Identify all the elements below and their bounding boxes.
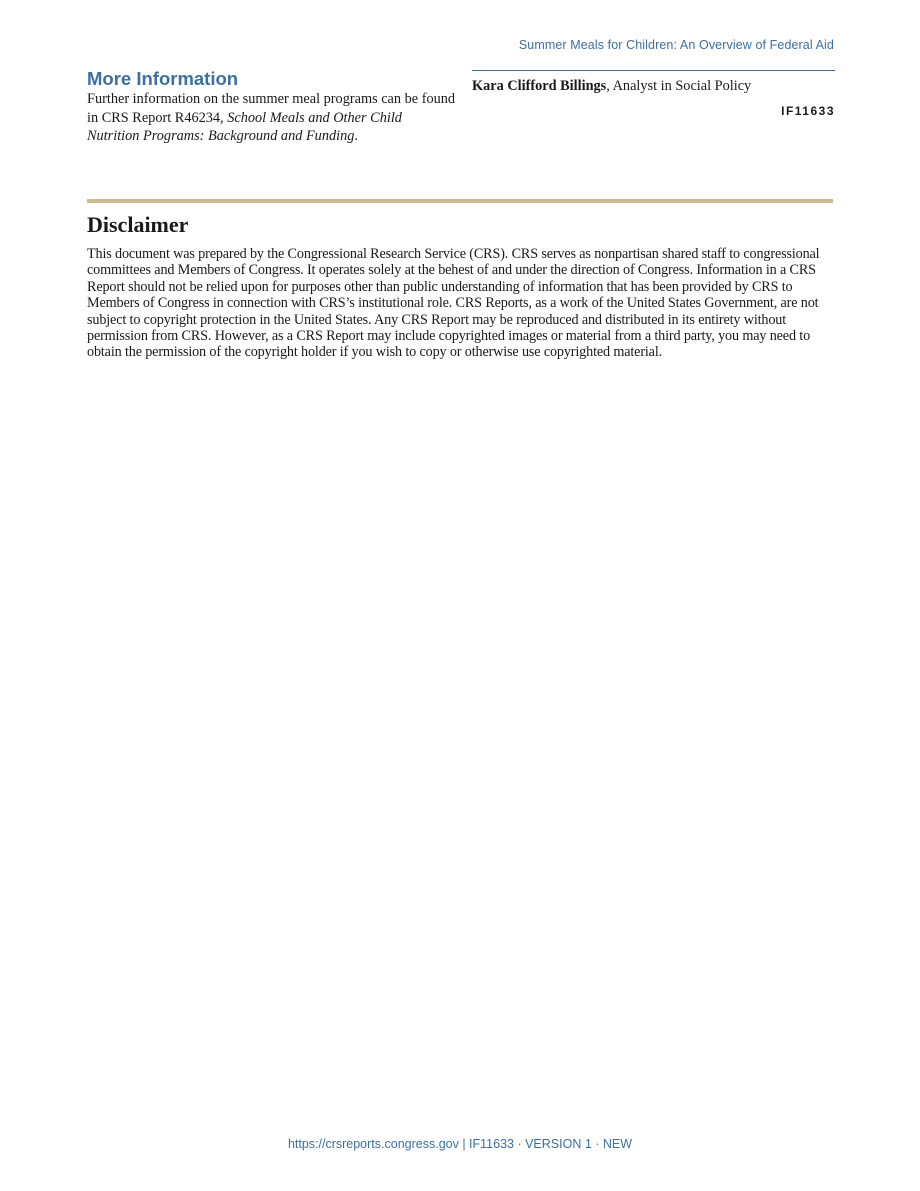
- more-information-text-suffix: .: [354, 128, 358, 144]
- disclaimer-body: This document was prepared by the Congressional Research Service (CRS). CRS serves as nonpartisan shared staff to congressional committees and Members of Congress. It operates solely at the behest of and under the direction of Congress. Information in a CRS Report should not be relied upon for purposes other than public understanding of information that has been provided by CRS to Members of Congress in connection with CRS’s institutional role. CRS Reports, as a work of the United States Government, are not subject to copyright protection in the United States. Any CRS Report may be reproduced and distributed in its entirety without permission from CRS. However, as a CRS Report may include copyrighted images or material from a third party, you may need to obtain the permission of the copyright holder if you wish to copy or otherwise use copyrighted material.: [87, 246, 820, 361]
- author-block: [472, 70, 835, 118]
- disclaimer-heading: Disclaimer: [87, 212, 189, 237]
- more-information-section: [87, 68, 457, 146]
- report-title-link: School Meals and Other Child Nutrition Programs: Background and Funding: [87, 109, 402, 144]
- more-information-text-prefix: Further information on the summer meal programs can be found in CRS Report R46234,: [87, 91, 456, 126]
- author-name: Kara Clifford Billings: [472, 78, 607, 94]
- author-title: , Analyst in Social Policy: [606, 78, 752, 94]
- product-id: IF11633: [781, 104, 835, 118]
- more-information-heading: More Information: [87, 68, 239, 89]
- more-information-text: [87, 90, 457, 146]
- section-divider: [87, 199, 833, 203]
- page-footer: https://crsreports.congress.gov | IF11633 · VERSION 1 · NEW: [287, 1137, 633, 1151]
- disclaimer-section: [87, 212, 835, 361]
- author-line: [472, 77, 835, 95]
- running-header-title: Summer Meals for Children: An Overview of Federal Aid: [518, 38, 834, 52]
